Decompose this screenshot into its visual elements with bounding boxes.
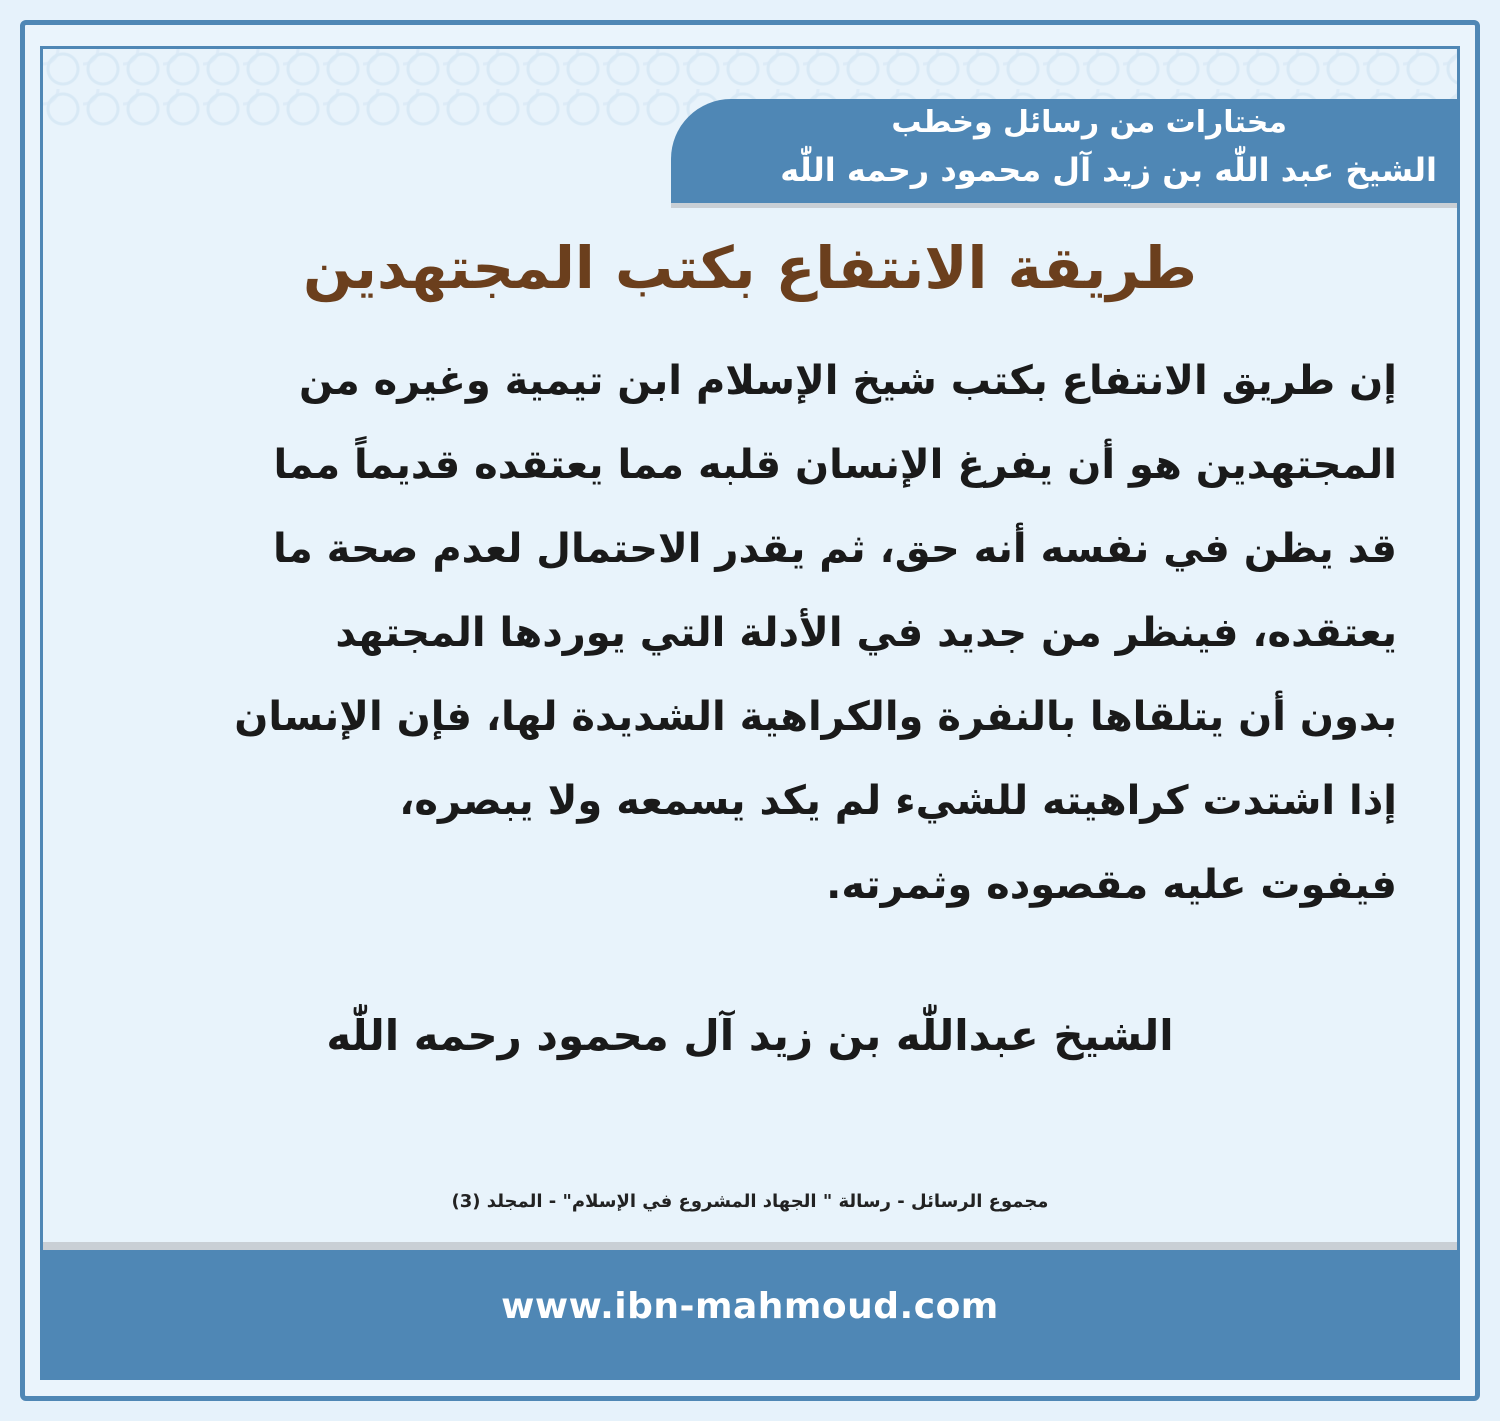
quote-line: فيفوت عليه مقصوده وثمرته.: [826, 862, 1397, 908]
footer-bar: [43, 1250, 1457, 1377]
author-signature: الشيخ عبداللّٰه بن زيد آل محمود رحمه اللّٰه: [326, 1011, 1174, 1060]
website-url: www.ibn-mahmoud.com: [501, 1286, 999, 1327]
quote-line: إذا اشتدت كراهيته للشيء لم يكد يسمعه ولا يبصره،: [399, 778, 1397, 824]
quote-line: بدون أن يتلقاها بالنفرة والكراهية الشديدة لها، فإن الإنسان: [234, 694, 1397, 740]
header-banner: [671, 99, 1457, 203]
quote-line: قد يظن في نفسه أنه حق، ثم يقدر الاحتمال لعدم صحة ما: [272, 526, 1397, 572]
quote-line: المجتهدين هو أن يفرغ الإنسان قلبه مما يعتقده قديماً مما: [273, 442, 1397, 488]
footer-divider: [43, 1242, 1457, 1250]
quote-line: يعتقده، فينظر من جديد في الأدلة التي يوردها المجتهد: [335, 610, 1397, 656]
quote-line: إن طريق الانتفاع بكتب شيخ الإسلام ابن تيمية وغيره من: [298, 358, 1397, 404]
page-title: طريقة الانتفاع بكتب المجتهدين: [302, 234, 1197, 302]
source-citation: مجموع الرسائل - رسالة " الجهاد المشروع في الإسلام" - المجلد (3): [451, 1191, 1049, 1212]
card: [40, 46, 1460, 1380]
header-series-title: مختارات من رسائل وخطب: [891, 105, 1287, 140]
quote-body: [117, 339, 1397, 927]
header-author-name: الشيخ عبد اللّٰه بن زيد آل محمود رحمه اللّٰه: [780, 151, 1437, 189]
